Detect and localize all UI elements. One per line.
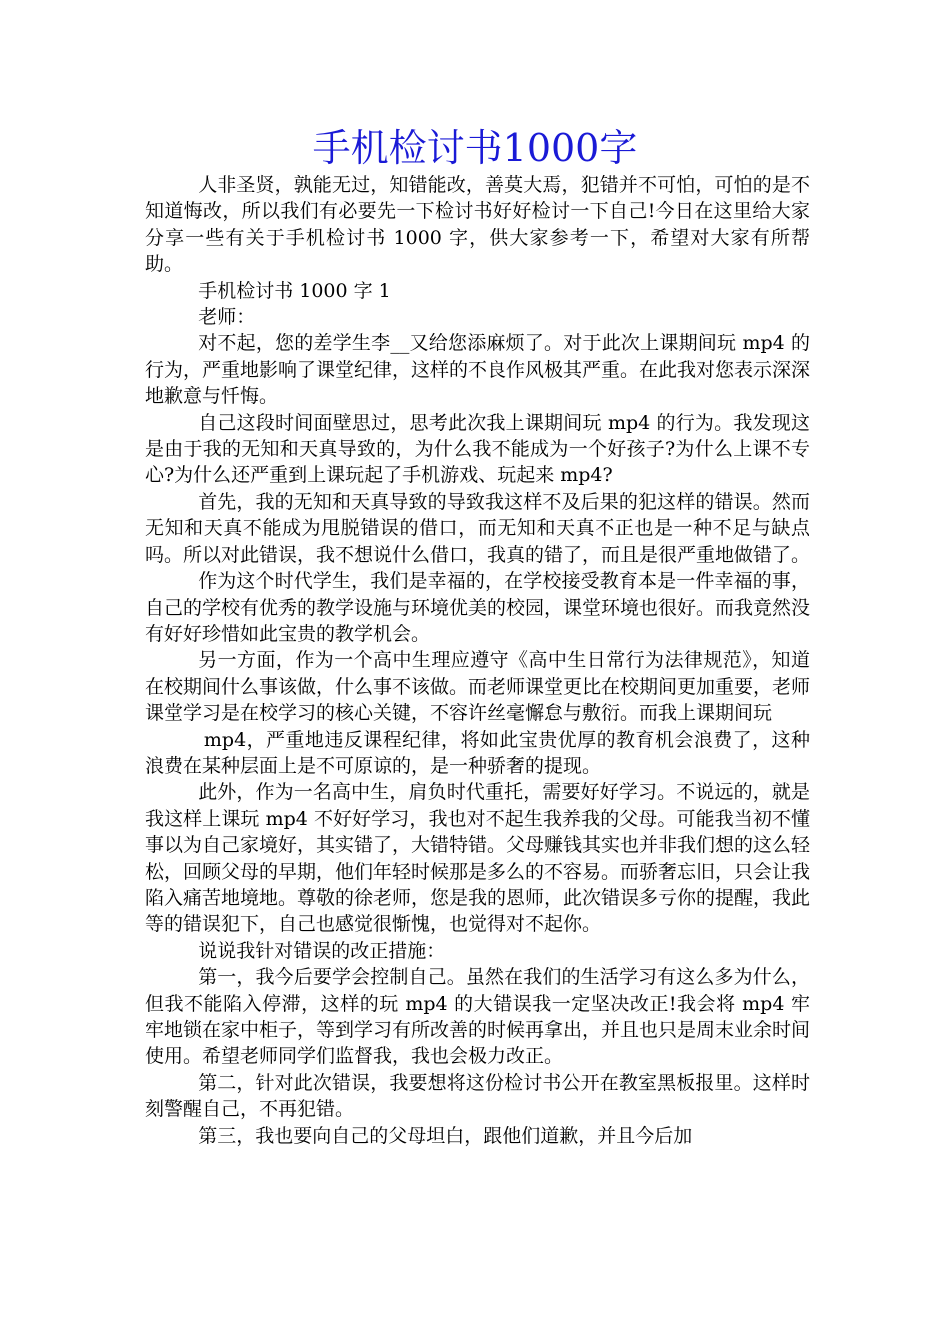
paragraph-section-heading: 手机检讨书 1000 字 1 [198, 279, 391, 302]
paragraph-parents: 此外，作为一名高中生，肩负时代重托，需要好好学习。不说远的，就是我这样上课玩 mp4 不好好学习，我也对不起生我养我的父母。可能我当初不懂事以为自己家境好，其实错了，大错特错。父母赚钱其实也并非我们想的这么轻松，回顾父母的早期，他们年轻时候那是多么的不容易。而骄奢忘旧，只会让我陷入痛苦地境地。尊敬的徐老师，您是我的恩师，此次错误多亏你的提醒，我此等的错误犯下，自己也感觉很惭愧，也觉得对不起你。 [145, 781, 811, 936]
paragraph-measure-one: 第一，我今后要学会控制自己。虽然在我们的生活学习有这么多为什么，但我不能陷入停滞，这样的玩 mp4 的大错误我一定坚决改正!我会将 mp4 牢牢地锁在家中柜子，等到学习有所改善的时候再拿出，并且也只是周末业余时间使用。希望老师同学们监督我，我也会极力改正。 [145, 966, 811, 1068]
paragraph-measure-three: 第三，我也要向自己的父母坦白，跟他们道歉，并且今后加 [198, 1124, 693, 1147]
paragraph-measures-heading: 说说我针对错误的改正措施： [198, 939, 446, 962]
paragraph-student-era: 作为这个时代学生，我们是幸福的，在学校接受教育本是一件幸福的事，自己的学校有优秀的教学设施与环境优美的校园，课堂环境也很好。而我竟然没有好好珍惜如此宝贵的教学机会。 [145, 570, 811, 645]
paragraph-apology: 对不起，您的差学生李__又给您添麻烦了。对于此次上课期间玩 mp4 的行为，严重地影响了课堂纪律，这样的不良作风极其严重。在此我对您表示深深地歉意与忏悔。 [145, 332, 811, 408]
document-body [145, 172, 810, 1149]
paragraph-measure-two: 第二，针对此次错误，我要想将这份检讨书公开在教室黑板报里。这样时刻警醒自己，不再犯错。 [145, 1071, 810, 1121]
paragraph-salutation: 老师： [198, 306, 256, 329]
paragraph-reflection: 自己这段时间面壁思过，思考此次我上课期间玩 mp4 的行为。我发现这是由于我的无知和天真导致的，为什么我不能成为一个好孩子?为什么上课不专心?为什么还严重到上课玩起了手机游戏、玩起来 mp4? [145, 411, 810, 487]
paragraph-first-reason: 首先，我的无知和天真导致的导致我这样不及后果的犯这样的错误。然而无知和天真不能成为甩脱错误的借口，而无知和天真不正也是一种不足与缺点吗。所以对此错误，我不想说什么借口，我真的错了，而且是很严重地做错了。 [145, 490, 811, 566]
paragraph-intro: 人非圣贤，孰能无过，知错能改，善莫大焉，犯错并不可怕，可怕的是不知道悔改，所以我们有必要先一下检讨书好好检讨一下自己!今日在这里给大家分享一些有关于手机检讨书 1000 字，供大家参考一下，希望对大家有所帮助。 [145, 174, 810, 276]
paragraph-other-hand: 另一方面，作为一个高中生理应遵守《高中生日常行为法律规范》，知道在校期间什么事该做，什么事不该做。而老师课堂更比在校期间更加重要，老师课堂学习是在校学习的核心关键，不容许丝毫懈怠与敷衍。而我上课期间玩 [145, 649, 811, 725]
document-title: 手机检讨书1000字 [312, 126, 638, 170]
paragraph-mp4-continuation: mp4，严重地违反课程纪律，将如此宝贵优厚的教育机会浪费了，这种浪费在某种层面上是不可原谅的，是一种骄奢的提现。 [145, 728, 810, 777]
